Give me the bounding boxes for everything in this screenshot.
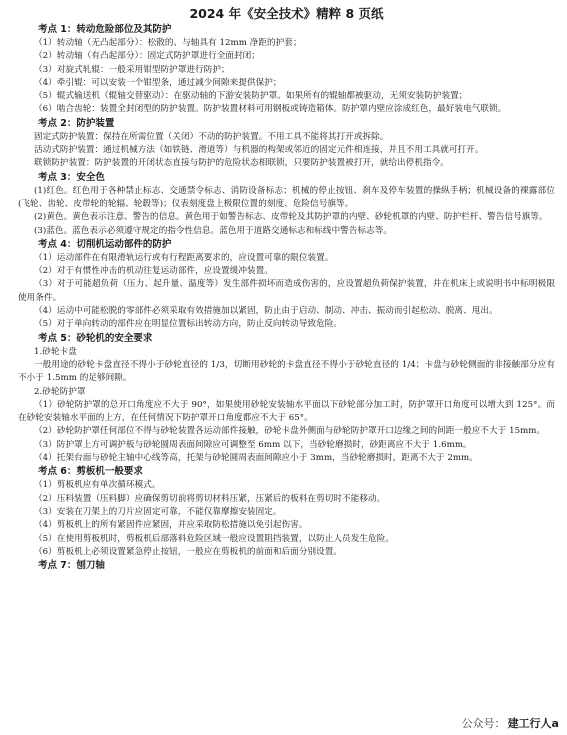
section-6: [18, 465, 555, 559]
paragraph: （1）运动部件在有限滑轨运行或有行程距离要求的，应设置可靠的限位装置。: [34, 252, 334, 263]
paragraph: （4）牵引辊：可以安装一个钳型条，通过减少间隙来提供保护；: [34, 77, 282, 88]
paragraph: （4）运动中可能松脱的零部件必须采取有效措施加以紧固，防止由于启动、制动、冲击、振动而引起松动、脱离、甩出。: [34, 306, 498, 317]
paragraph: （4）剪板机上的所有紧固件应紧固，并应采取防松措施以免引起伤害。: [34, 520, 308, 531]
watermark-footer: [462, 715, 559, 731]
section-heading: 考点 1：转动危险部位及其防护: [38, 24, 172, 35]
section-heading: 考点 5：砂轮机的安全要求: [38, 332, 153, 344]
paragraph: （6）啮合齿轮：装置全封闭型的防护装置。防护装置材料可用钢板或铸造箱体。防护罩内壁应涂成红色，最好装电气联锁。: [34, 104, 507, 115]
paragraph: （3）安装在刀架上的刀片应固定可靠，不能仅靠摩擦安装固定。: [34, 506, 282, 517]
section-4: [18, 238, 555, 332]
paragraph: (2)黄色。黄色表示注意、警告的信息。黄色用于如警告标志、皮带轮及其防护罩的内壁、砂轮机罩的内壁、防护栏杆、警告信号旗等。: [34, 212, 548, 223]
section-heading: 考点 4：切削机运动部件的防护: [38, 238, 172, 250]
paragraph: 联锁防护装置：防护装置的开闭状态直接与防护的危险状态相联锁，只要防护装置被打开，就给出停机指令。: [34, 158, 449, 169]
paragraph: 活动式防护装置：通过机械方法（如铁链、滑道等）与机器的构架或邻近的固定元件相连接，并且不用工具就可打开。: [34, 145, 484, 156]
document-body: [18, 23, 555, 573]
page-title: 2024 年《安全技术》精粹 8 页纸: [189, 6, 384, 21]
section-3: [18, 171, 555, 238]
paragraph: (3)蓝色。蓝色表示必须遵守规定的指令性信息。蓝色用于道路交通标志和标线中警告标志等。: [34, 225, 393, 236]
paragraph: （3）防护罩上方可调护板与砂轮圆周表面间隙应可调整至 6mm 以下，当砂轮磨损时，砂距离应不大于 1.6mm。: [34, 439, 472, 450]
paragraph: (1)红色。红色用于各种禁止标志、交通禁令标志、消防设备标志；机械的停止按钮、刹车及停车装置的操纵手柄；机械设备的裸露部位(飞轮、齿轮、皮带轮的轮辐、轮毂等)；仪表刻度盘上极限位置的刻度、危险信号旗等。: [18, 185, 555, 209]
paragraph: （6）剪板机上必须设置紧急停止按钮，一般应在剪板机的前面和后面分别设置。: [34, 546, 343, 557]
paragraph: （1）转动轴（无凸起部分）：松散的、与轴具有 12mm 净距的护套；: [34, 38, 302, 48]
paragraph: （1）砂轮防护罩的总开口角度应不大于 90°，如果使用砂轮安装轴水平面以下砂轮部分加工时，防护罩开口角度可以增大到 125°。而在砂轮安装轴水平面的上方，在任何情况下防护罩开口角度都应不大于 65°。: [18, 399, 555, 424]
section-5: [18, 332, 555, 466]
paragraph: （2）砂轮防护罩任何部位不得与砂轮装置各运动部件接触，砂轮卡盘外侧面与砂轮防护罩开口边缘之间的间距一般应不大于 15mm。: [34, 426, 546, 437]
section-1: [18, 23, 555, 117]
footer-label: 公众号：: [461, 717, 506, 730]
paragraph: 2.砂轮防护罩: [34, 386, 86, 397]
section-heading: 考点 7：刨刀轴: [38, 560, 105, 572]
section-heading: 考点 3：安全色: [38, 171, 105, 183]
section-heading: 考点 2：防护装置: [38, 117, 115, 129]
paragraph: （4）托架台面与砂轮主轴中心线等高，托架与砂轮圆周表面间隙应小于 3mm，当砂轮磨损时，距离不大于 2mm。: [34, 453, 478, 464]
paragraph: （1）剪板机应有单次循环模式。: [34, 480, 161, 491]
paragraph: （5）辊式输送机（辊轴交替驱动）：在驱动轴的下游安装防护罩。如果所有的辊轴都被驱动，无须安装防护装置；: [34, 91, 468, 102]
paragraph: （5）在使用剪板机时，剪板机后部落料危险区域一般应设置阻挡装置，以防止人员发生危险。: [34, 533, 394, 544]
paragraph: （3）对旋式轧辊：一般采用钳型防护罩进行防护；: [34, 64, 230, 75]
section-7: [18, 559, 555, 573]
section-2: [18, 117, 555, 171]
paragraph: （2）对于有惯性冲击的机动往复运动部件，应设置缓冲装置。: [34, 266, 273, 277]
paragraph: 一般用途的砂轮卡盘直径不得小于砂轮直径的 1/3，切断用砂轮的卡盘直径不得小于砂轮直径的 1/4；卡盘与砂轮侧面的非接触部分应有不小于 1.5mm 的足够间隙。: [18, 359, 555, 384]
paragraph: 1.砂轮卡盘: [34, 346, 77, 357]
paragraph: （3）对于可能超负荷（压力、起升量、温度等）发生部件损坏而造成伤害的，应设置超负荷保护装置，并在机床上或说明书中标明极限使用条件。: [18, 279, 555, 303]
paragraph: （2）转动轴（有凸起部分）：固定式防护罩进行全面封闭；: [34, 51, 260, 62]
section-heading: 考点 6：剪板机一般要求: [38, 466, 143, 478]
paragraph: （5）对于单向转动的部件应在明显位置标出转动方向，防止反向转动导致危险。: [34, 319, 343, 330]
paragraph: （2）压料装置（压料脚）应确保剪切前将剪切材料压紧，压紧后的板料在剪切时不能移动。: [34, 493, 386, 504]
paragraph: 固定式防护装置：保持在所需位置（关闭）不动的防护装置。不用工具不能将其打开或拆除。: [34, 131, 389, 142]
footer-account-name: 建工行人a: [507, 717, 559, 730]
